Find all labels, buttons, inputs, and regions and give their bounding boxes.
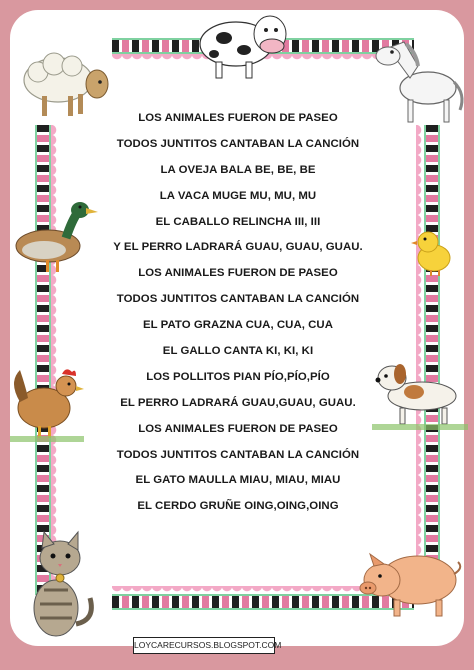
poem-line: EL GALLO CANTA KI, KI, KI (162, 345, 314, 358)
poem-line: Y EL PERRO LADRARÁ GUAU, GUAU, GUAU. (113, 241, 363, 254)
poem-line: LOS ANIMALES FUERON DE PASEO (138, 422, 338, 435)
poem-line: LA OVEJA BALA BE, BE, BE (160, 163, 316, 176)
sheep-illustration (14, 32, 114, 122)
poem-line: EL PATO GRAZNA CUA, CUA, CUA (143, 319, 333, 332)
poem-lines (88, 106, 388, 520)
poem-line: TODOS JUNTITOS CANTABAN LA CANCIÓN (116, 293, 360, 306)
poem-line: EL GATO MAULLA MIAU, MIAU, MIAU (135, 474, 341, 487)
poem-line: TODOS JUNTITOS CANTABAN LA CANCIÓN (116, 448, 360, 461)
poem-line: EL PERRO LADRARÁ GUAU,GUAU, GUAU. (120, 396, 356, 409)
blog-url: LOYCARECURSOS.BLOGSPOT.COM (133, 637, 275, 654)
pig-illustration (356, 536, 468, 624)
chick-illustration (408, 226, 458, 278)
poem-line: EL CABALLO RELINCHA III, III (155, 215, 321, 228)
poem-line: TODOS JUNTITOS CANTABAN LA CANCIÓN (116, 137, 360, 150)
cow-illustration (186, 4, 296, 84)
cat-illustration (18, 528, 102, 640)
horse-illustration (366, 22, 470, 126)
poem-line: LOS ANIMALES FUERON DE PASEO (138, 267, 338, 280)
poem-line: LOS ANIMALES FUERON DE PASEO (138, 112, 338, 124)
poem-line: LA VACA MUGE MU, MU, MU (159, 189, 317, 202)
poem-line: LOS POLLITOS PIAN PÍO,PÍO,PÍO (146, 370, 330, 383)
duck-illustration (8, 194, 98, 278)
dog-illustration (370, 356, 470, 432)
poem-line: EL CERDO GRUÑE OING,OING,OING (137, 500, 339, 513)
hen-illustration (6, 362, 88, 446)
